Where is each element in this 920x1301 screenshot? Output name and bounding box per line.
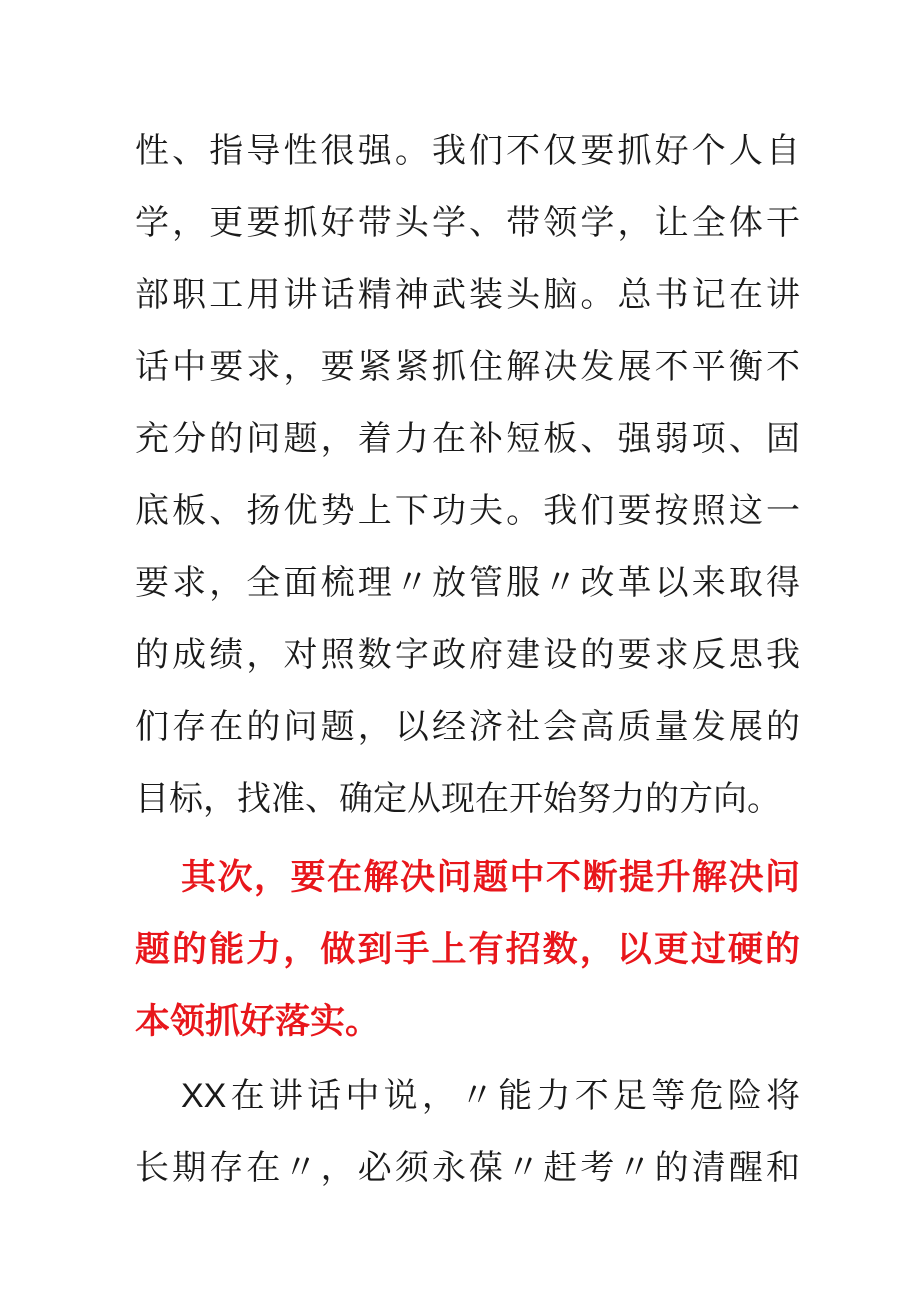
heading-line: 其次，要在解决问题中不断提升解决问	[181, 858, 800, 898]
heading-line: 本领抓好落实。	[135, 1002, 381, 1042]
paragraph-line: 目标，找准、确定从现在开始努力的方向。	[135, 779, 781, 819]
paragraph-line: 底板、扬优势上下功夫。我们要按照这一	[135, 491, 800, 531]
paragraph-line: 的成绩，对照数字政府建设的要求反思我	[135, 635, 800, 675]
paragraph-line: 们存在的问题，以经济社会高质量发展的	[135, 707, 800, 747]
heading-line: 题的能力，做到手上有招数，以更过硬的	[135, 930, 800, 970]
body-paragraph-1	[135, 115, 800, 835]
section-heading	[135, 842, 800, 1058]
body-paragraph-2	[135, 1060, 800, 1204]
paragraph-line: 长期存在〃，必须永葆〃赶考〃的清醒和	[135, 1148, 800, 1188]
paragraph-line-text: 在讲话中说，〃能力不足等危险将	[226, 1076, 800, 1116]
paragraph-line: 学，更要抓好带头学、带领学，让全体干	[135, 203, 800, 243]
speaker-name: XX	[181, 1077, 227, 1115]
paragraph-line: 话中要求，要紧紧抓住解决发展不平衡不	[135, 347, 800, 387]
paragraph-line: 充分的问题，着力在补短板、强弱项、固	[135, 419, 800, 459]
paragraph-line: 要求，全面梳理〃放管服〃改革以来取得	[135, 563, 800, 603]
paragraph-line: 性、指导性很强。我们不仅要抓好个人自	[135, 131, 800, 171]
paragraph-line: 部职工用讲话精神武装头脑。总书记在讲	[135, 275, 800, 315]
paragraph-line	[135, 1060, 800, 1132]
